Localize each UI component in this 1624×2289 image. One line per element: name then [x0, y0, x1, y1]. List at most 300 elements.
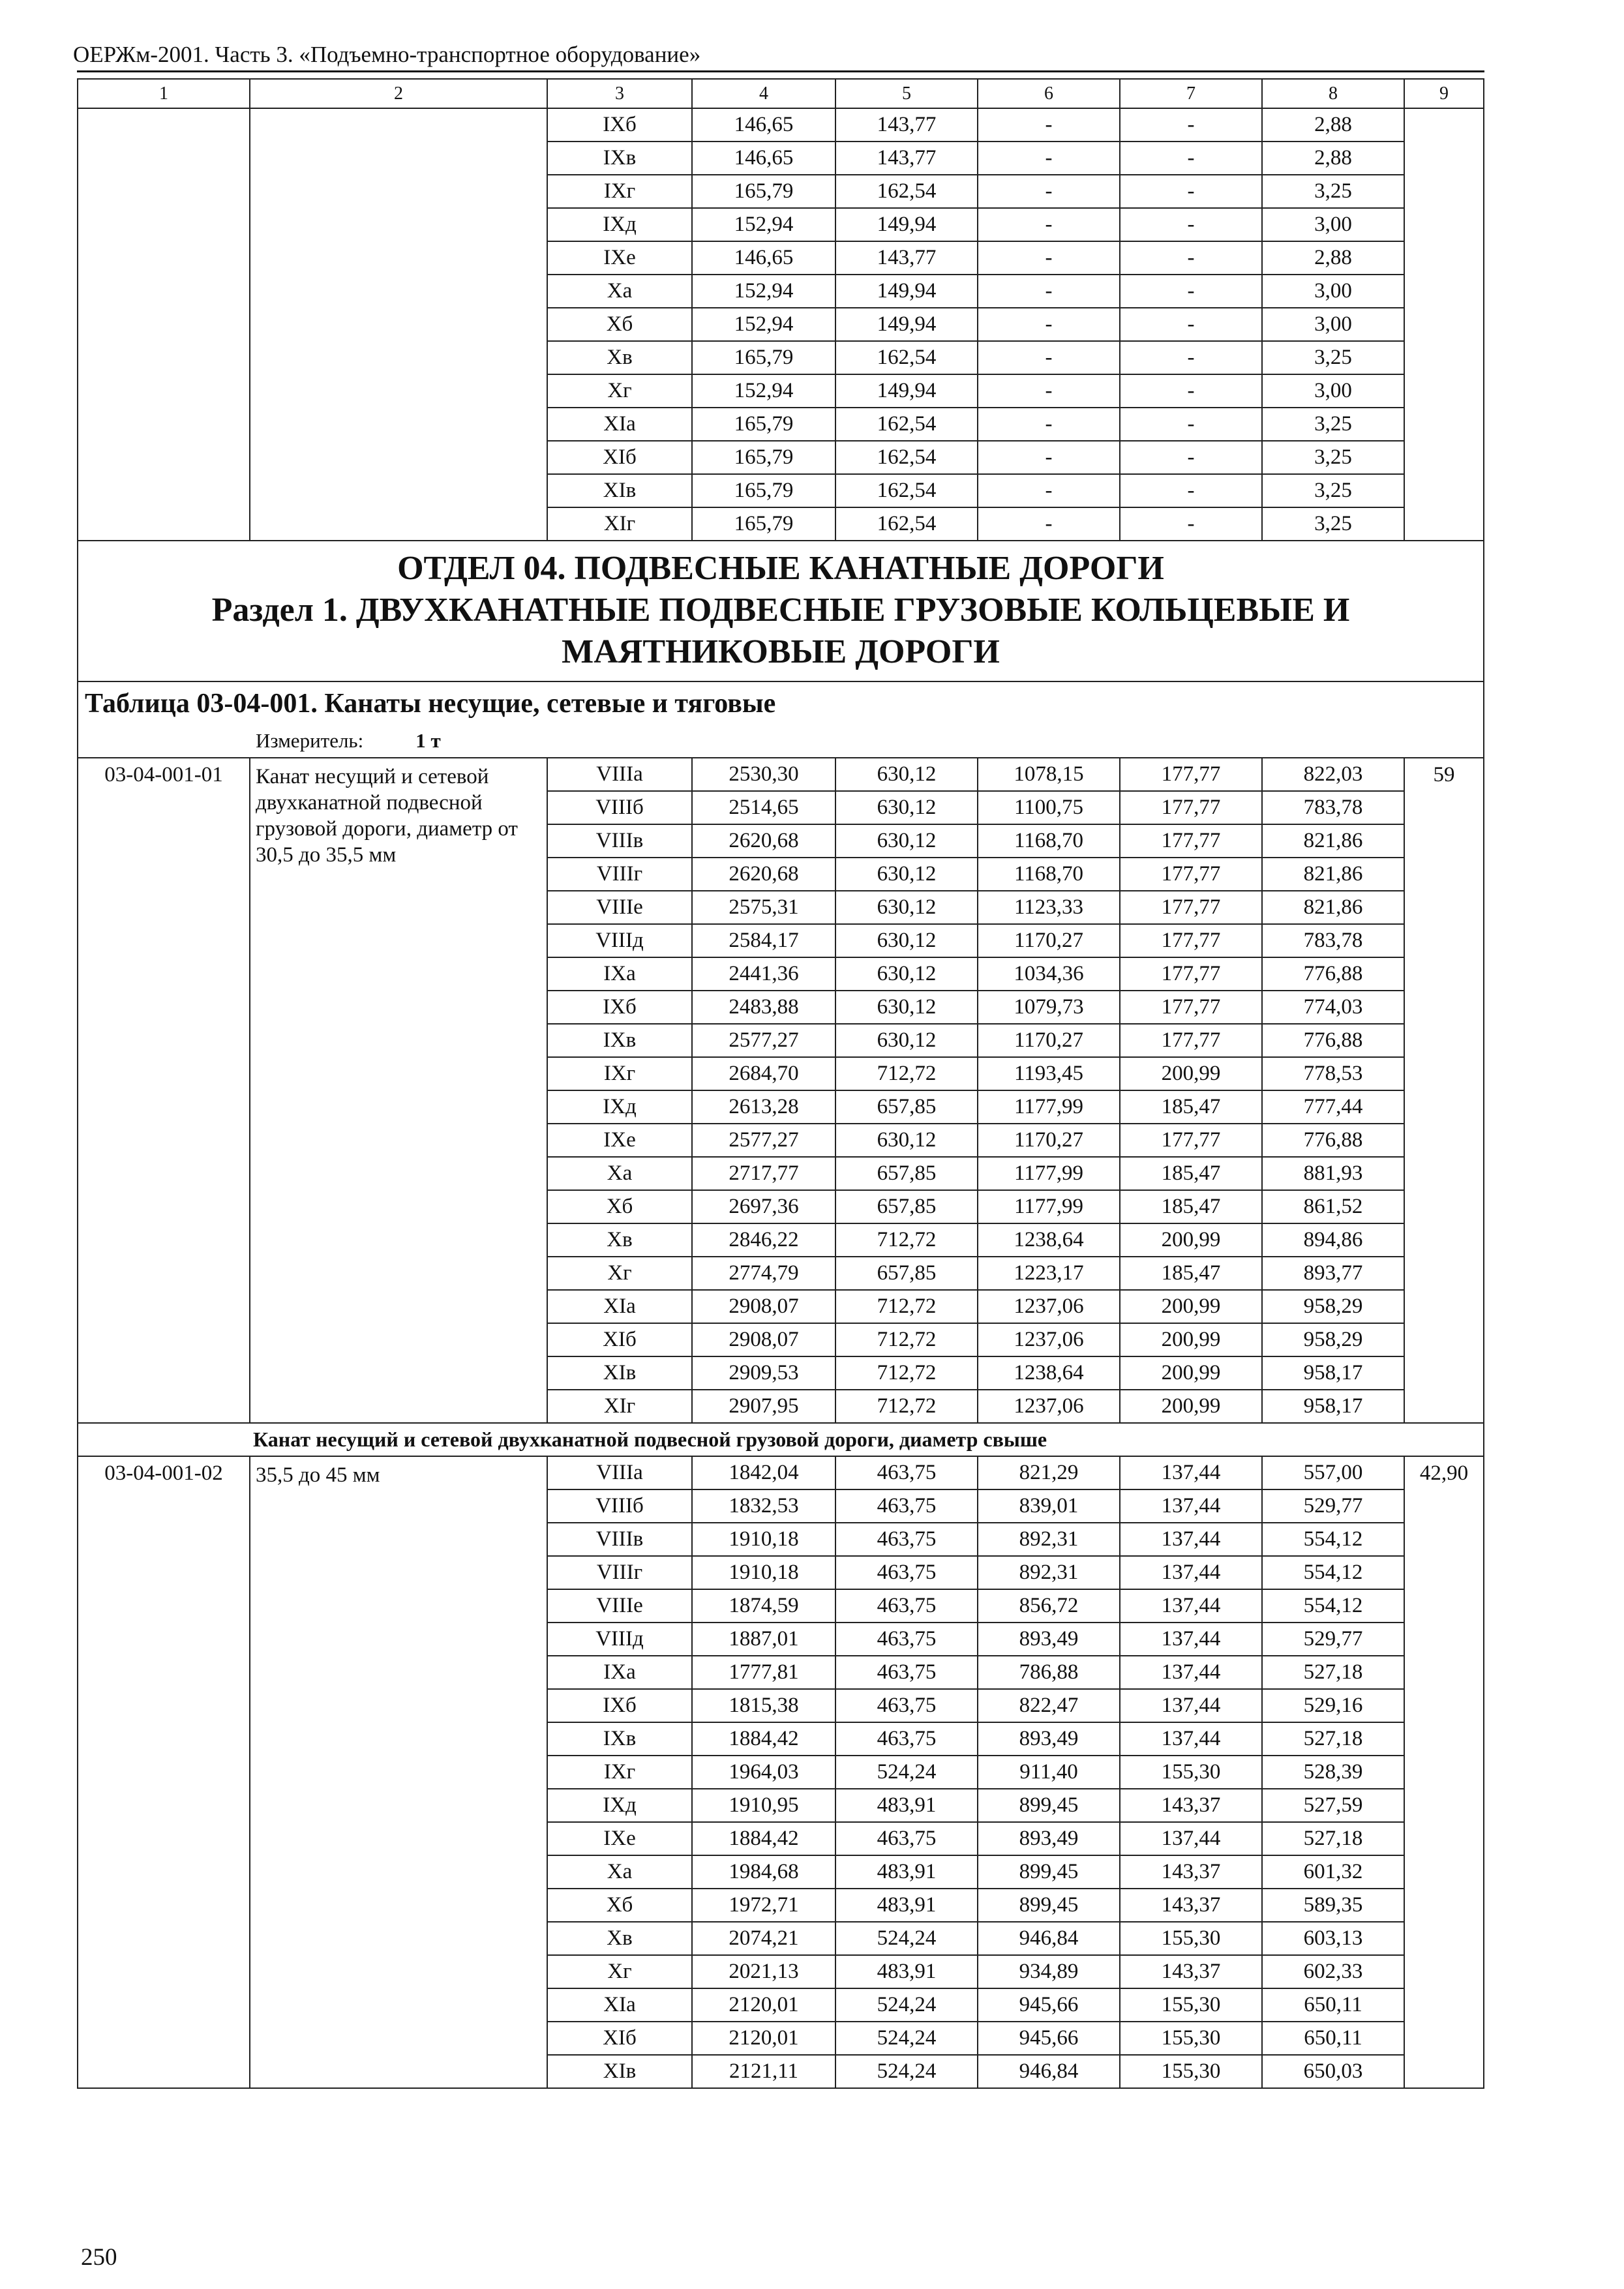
- table-cell: 783,78: [1262, 791, 1404, 824]
- table-cell: 1078,15: [978, 758, 1120, 791]
- table-cell: 783,78: [1262, 924, 1404, 957]
- code-cell-empty: [78, 108, 250, 541]
- table-cell: 1238,64: [978, 1356, 1120, 1390]
- table-cell: VIIIб: [547, 1489, 692, 1523]
- table-cell: 778,53: [1262, 1057, 1404, 1090]
- table-cell: IXд: [547, 1090, 692, 1124]
- table-cell: 1910,18: [692, 1556, 835, 1589]
- table-cell: 185,47: [1120, 1257, 1262, 1290]
- table-cell: -: [978, 341, 1120, 374]
- subheading-row: [78, 1423, 1484, 1456]
- table-cell: 1223,17: [978, 1257, 1120, 1290]
- table-cell: Xв: [547, 341, 692, 374]
- table-cell: 1079,73: [978, 991, 1120, 1024]
- table-cell: 630,12: [835, 1024, 978, 1057]
- table-cell: 137,44: [1120, 1722, 1262, 1756]
- table-cell: 1177,99: [978, 1157, 1120, 1190]
- column-number: 4: [692, 79, 835, 108]
- table-cell: 529,77: [1262, 1489, 1404, 1523]
- table-cell: -: [1120, 142, 1262, 175]
- table-cell: 945,66: [978, 1988, 1120, 2022]
- table-cell: -: [1120, 474, 1262, 507]
- section-heading-row: [78, 541, 1484, 681]
- table-title: Таблица 03-04-001. Канаты несущие, сетевые и тяговые: [85, 688, 776, 719]
- table-cell: 2074,21: [692, 1922, 835, 1955]
- table-cell: 149,94: [835, 275, 978, 308]
- table-cell: IXе: [547, 241, 692, 275]
- table-cell: VIIIг: [547, 858, 692, 891]
- table-cell: 774,03: [1262, 991, 1404, 1024]
- table-cell: 2,88: [1262, 142, 1404, 175]
- table-cell: XIб: [547, 441, 692, 474]
- table-cell: 1168,70: [978, 858, 1120, 891]
- table-cell: -: [1120, 275, 1262, 308]
- table-cell: 899,45: [978, 1855, 1120, 1889]
- table-cell: 650,03: [1262, 2055, 1404, 2088]
- measure-value: 1 т: [415, 728, 441, 752]
- table-cell: -: [978, 275, 1120, 308]
- table-cell: 483,91: [835, 1855, 978, 1889]
- table-cell: 155,30: [1120, 1756, 1262, 1789]
- table-cell: 143,77: [835, 108, 978, 142]
- page-number: 250: [81, 2244, 117, 2271]
- table-cell: 2577,27: [692, 1024, 835, 1057]
- table-cell: 527,59: [1262, 1789, 1404, 1822]
- table-cell: 137,44: [1120, 1623, 1262, 1656]
- table-cell: 554,12: [1262, 1523, 1404, 1556]
- table-cell: 185,47: [1120, 1157, 1262, 1190]
- table-row: [78, 108, 1484, 142]
- table-cell: 524,24: [835, 1988, 978, 2022]
- item-col9: 59: [1404, 758, 1484, 1423]
- table-cell: XIб: [547, 2022, 692, 2055]
- table-cell: 463,75: [835, 1589, 978, 1623]
- table-cell: 2909,53: [692, 1356, 835, 1390]
- table-cell: XIв: [547, 474, 692, 507]
- table-cell: 1238,64: [978, 1223, 1120, 1257]
- table-cell: 861,52: [1262, 1190, 1404, 1223]
- table-cell: IXг: [547, 1057, 692, 1090]
- table-cell: 483,91: [835, 1789, 978, 1822]
- column-number: 6: [978, 79, 1120, 108]
- table-cell: 1177,99: [978, 1190, 1120, 1223]
- table-cell: 177,77: [1120, 891, 1262, 924]
- table-cell: IXв: [547, 1024, 692, 1057]
- table-cell: 200,99: [1120, 1223, 1262, 1257]
- table-cell: 2620,68: [692, 858, 835, 891]
- table-cell: 892,31: [978, 1556, 1120, 1589]
- table-cell: 1984,68: [692, 1855, 835, 1889]
- table-cell: -: [1120, 208, 1262, 241]
- table-cell: 463,75: [835, 1623, 978, 1656]
- table-cell: 1874,59: [692, 1589, 835, 1623]
- table-cell: 839,01: [978, 1489, 1120, 1523]
- table-cell: 2575,31: [692, 891, 835, 924]
- table-cell: 143,37: [1120, 1789, 1262, 1822]
- table-cell: 630,12: [835, 957, 978, 991]
- table-cell: 527,18: [1262, 1722, 1404, 1756]
- table-cell: 165,79: [692, 408, 835, 441]
- table-cell: 155,30: [1120, 2055, 1262, 2088]
- table-cell: -: [1120, 308, 1262, 341]
- table-cell: -: [978, 308, 1120, 341]
- table-cell: 177,77: [1120, 791, 1262, 824]
- table-cell: IXв: [547, 142, 692, 175]
- table-cell: 2483,88: [692, 991, 835, 1024]
- table-cell: 602,33: [1262, 1955, 1404, 1988]
- table-cell: 1170,27: [978, 1024, 1120, 1057]
- table-cell: 776,88: [1262, 1024, 1404, 1057]
- table-cell: 899,45: [978, 1889, 1120, 1922]
- table-cell: 1884,42: [692, 1822, 835, 1855]
- table-cell: IXе: [547, 1124, 692, 1157]
- table-cell: 149,94: [835, 208, 978, 241]
- table-cell: 149,94: [835, 308, 978, 341]
- table-cell: 3,25: [1262, 441, 1404, 474]
- table-cell: IXб: [547, 1689, 692, 1722]
- table-cell: 185,47: [1120, 1190, 1262, 1223]
- table-cell: 630,12: [835, 758, 978, 791]
- table-cell: 137,44: [1120, 1556, 1262, 1589]
- description-cell-empty: [250, 108, 547, 541]
- col9-cell-empty: [1404, 108, 1484, 541]
- table-cell: -: [1120, 341, 1262, 374]
- item-code: 03-04-001-01: [78, 758, 250, 1423]
- table-cell: 894,86: [1262, 1223, 1404, 1257]
- table-cell: 657,85: [835, 1090, 978, 1124]
- table-cell: 483,91: [835, 1955, 978, 1988]
- item-code: 03-04-001-02: [78, 1456, 250, 2088]
- table-cell: XIа: [547, 1290, 692, 1323]
- table-cell: 177,77: [1120, 824, 1262, 858]
- table-cell: -: [1120, 374, 1262, 408]
- table-cell: 177,77: [1120, 1024, 1262, 1057]
- table-cell: 155,30: [1120, 1988, 1262, 2022]
- table-cell: 463,75: [835, 1556, 978, 1589]
- table-cell: 3,00: [1262, 374, 1404, 408]
- table-title-cell: [78, 681, 1484, 758]
- table-cell: 146,65: [692, 142, 835, 175]
- table-cell: Xг: [547, 1257, 692, 1290]
- table-cell: 2584,17: [692, 924, 835, 957]
- table-cell: Xб: [547, 1889, 692, 1922]
- table-cell: 856,72: [978, 1589, 1120, 1623]
- table-cell: 1170,27: [978, 1124, 1120, 1157]
- price-table: [77, 78, 1483, 2089]
- table-cell: 821,86: [1262, 891, 1404, 924]
- table-cell: VIIIа: [547, 758, 692, 791]
- table-cell: 601,32: [1262, 1855, 1404, 1889]
- table-cell: 2120,01: [692, 2022, 835, 2055]
- table-cell: -: [1120, 408, 1262, 441]
- table-cell: 1177,99: [978, 1090, 1120, 1124]
- table-cell: Xг: [547, 1955, 692, 1988]
- table-cell: 2717,77: [692, 1157, 835, 1190]
- table-cell: 554,12: [1262, 1589, 1404, 1623]
- table-cell: 630,12: [835, 1124, 978, 1157]
- table-cell: 3,00: [1262, 275, 1404, 308]
- table-cell: -: [1120, 441, 1262, 474]
- table-cell: 1815,38: [692, 1689, 835, 1722]
- table-cell: -: [978, 142, 1120, 175]
- table-cell: 657,85: [835, 1257, 978, 1290]
- table-cell: 143,37: [1120, 1889, 1262, 1922]
- table-cell: 3,25: [1262, 408, 1404, 441]
- column-number-row: [78, 79, 1484, 108]
- table-cell: 786,88: [978, 1656, 1120, 1689]
- column-number: 7: [1120, 79, 1262, 108]
- table-cell: XIа: [547, 408, 692, 441]
- table-cell: 137,44: [1120, 1523, 1262, 1556]
- table-cell: 137,44: [1120, 1589, 1262, 1623]
- table-cell: 137,44: [1120, 1489, 1262, 1523]
- table-cell: 2121,11: [692, 2055, 835, 2088]
- table-cell: 527,18: [1262, 1822, 1404, 1855]
- table-cell: IXб: [547, 108, 692, 142]
- table-cell: 1123,33: [978, 891, 1120, 924]
- table-cell: 1884,42: [692, 1722, 835, 1756]
- table-cell: 630,12: [835, 924, 978, 957]
- otdel-title: ОТДЕЛ 04. ПОДВЕСНЫЕ КАНАТНЫЕ ДОРОГИ: [397, 550, 1164, 587]
- table-cell: 177,77: [1120, 957, 1262, 991]
- table-cell: 650,11: [1262, 1988, 1404, 2022]
- table-cell: 137,44: [1120, 1689, 1262, 1722]
- table-cell: 557,00: [1262, 1456, 1404, 1489]
- table-cell: 1842,04: [692, 1456, 835, 1489]
- table-cell: -: [1120, 108, 1262, 142]
- table-cell: 1832,53: [692, 1489, 835, 1523]
- table-cell: 529,16: [1262, 1689, 1404, 1722]
- table-cell: 143,77: [835, 241, 978, 275]
- table-title-row: [78, 681, 1484, 758]
- section-heading: [78, 541, 1484, 681]
- table-cell: 958,17: [1262, 1356, 1404, 1390]
- table-cell: XIг: [547, 507, 692, 541]
- table-cell: Xа: [547, 275, 692, 308]
- item-description: 35,5 до 45 мм: [250, 1456, 547, 2088]
- table-cell: 821,86: [1262, 858, 1404, 891]
- table-cell: 630,12: [835, 891, 978, 924]
- table-cell: IXа: [547, 957, 692, 991]
- table-cell: 2021,13: [692, 1955, 835, 1988]
- table-cell: 2,88: [1262, 241, 1404, 275]
- table-cell: XIа: [547, 1988, 692, 2022]
- table-cell: 165,79: [692, 175, 835, 208]
- table-cell: 712,72: [835, 1057, 978, 1090]
- item-col9: 42,90: [1404, 1456, 1484, 2088]
- table-cell: 463,75: [835, 1489, 978, 1523]
- table-cell: -: [978, 507, 1120, 541]
- table-cell: 137,44: [1120, 1822, 1262, 1855]
- table-cell: 630,12: [835, 791, 978, 824]
- table-cell: 143,37: [1120, 1955, 1262, 1988]
- table-cell: 712,72: [835, 1323, 978, 1356]
- table-cell: 945,66: [978, 2022, 1120, 2055]
- table-cell: 1910,18: [692, 1523, 835, 1556]
- table-cell: 892,31: [978, 1523, 1120, 1556]
- table-cell: 177,77: [1120, 1124, 1262, 1157]
- table-cell: 177,77: [1120, 991, 1262, 1024]
- table-cell: 1100,75: [978, 791, 1120, 824]
- table-cell: 524,24: [835, 2055, 978, 2088]
- table-cell: 152,94: [692, 208, 835, 241]
- table-cell: 1168,70: [978, 824, 1120, 858]
- header-divider: [77, 70, 1484, 72]
- table-cell: 822,47: [978, 1689, 1120, 1722]
- column-number: 9: [1404, 79, 1484, 108]
- table-cell: 2120,01: [692, 1988, 835, 2022]
- table-cell: VIIIе: [547, 891, 692, 924]
- table-cell: 162,54: [835, 441, 978, 474]
- measure-line: [85, 730, 1483, 751]
- table-cell: 463,75: [835, 1456, 978, 1489]
- item-description: Канат несущий и сетевой двухканатной подвесной грузовой дороги, диаметр от 30,5 до 35,5 мм: [250, 758, 547, 1423]
- table-cell: 1237,06: [978, 1290, 1120, 1323]
- table-cell: 958,29: [1262, 1290, 1404, 1323]
- table-cell: VIIIв: [547, 1523, 692, 1556]
- table-cell: 3,25: [1262, 175, 1404, 208]
- table-cell: 1193,45: [978, 1057, 1120, 1090]
- table-cell: 881,93: [1262, 1157, 1404, 1190]
- table-cell: 822,03: [1262, 758, 1404, 791]
- table-cell: 2441,36: [692, 957, 835, 991]
- table-cell: IXб: [547, 991, 692, 1024]
- table-cell: 2697,36: [692, 1190, 835, 1223]
- table-cell: Xб: [547, 308, 692, 341]
- table-cell: 2907,95: [692, 1390, 835, 1423]
- table-cell: 2530,30: [692, 758, 835, 791]
- table-cell: 554,12: [1262, 1556, 1404, 1589]
- table-cell: VIIIд: [547, 1623, 692, 1656]
- table-cell: 911,40: [978, 1756, 1120, 1789]
- table-cell: VIIIв: [547, 824, 692, 858]
- table-cell: 152,94: [692, 308, 835, 341]
- table-cell: 2908,07: [692, 1323, 835, 1356]
- table-cell: -: [1120, 175, 1262, 208]
- table-cell: 152,94: [692, 374, 835, 408]
- table-cell: XIв: [547, 2055, 692, 2088]
- table-cell: 2613,28: [692, 1090, 835, 1124]
- table-cell: 155,30: [1120, 1922, 1262, 1955]
- table-cell: 821,86: [1262, 824, 1404, 858]
- table-cell: Xб: [547, 1190, 692, 1223]
- table-cell: -: [978, 108, 1120, 142]
- table-cell: -: [978, 441, 1120, 474]
- table-cell: XIв: [547, 1356, 692, 1390]
- table-cell: IXг: [547, 1756, 692, 1789]
- table-cell: 893,49: [978, 1623, 1120, 1656]
- table-cell: 946,84: [978, 1922, 1120, 1955]
- table-cell: 463,75: [835, 1722, 978, 1756]
- table-cell: 177,77: [1120, 924, 1262, 957]
- table-cell: IXд: [547, 208, 692, 241]
- table-cell: 529,77: [1262, 1623, 1404, 1656]
- table-cell: 146,65: [692, 241, 835, 275]
- column-number: 3: [547, 79, 692, 108]
- table-cell: 463,75: [835, 1523, 978, 1556]
- table-cell: 143,77: [835, 142, 978, 175]
- table-cell: 2514,65: [692, 791, 835, 824]
- table-cell: 2684,70: [692, 1057, 835, 1090]
- table-cell: 149,94: [835, 374, 978, 408]
- razdel-title: Раздел 1. ДВУХКАНАТНЫЕ ПОДВЕСНЫЕ ГРУЗОВЫЕ КОЛЬЦЕВЫЕ И МАЯТНИКОВЫЕ ДОРОГИ: [211, 591, 1350, 670]
- table-row: [78, 758, 1484, 791]
- table-cell: 650,11: [1262, 2022, 1404, 2055]
- table-cell: 177,77: [1120, 758, 1262, 791]
- table-cell: 657,85: [835, 1157, 978, 1190]
- table-cell: 524,24: [835, 1756, 978, 1789]
- table-cell: 3,25: [1262, 474, 1404, 507]
- table-cell: 2577,27: [692, 1124, 835, 1157]
- table-cell: 165,79: [692, 441, 835, 474]
- table-cell: 657,85: [835, 1190, 978, 1223]
- column-number: 2: [250, 79, 547, 108]
- table-cell: 200,99: [1120, 1356, 1262, 1390]
- table-cell: IXе: [547, 1822, 692, 1855]
- table-cell: 630,12: [835, 858, 978, 891]
- table-cell: 146,65: [692, 108, 835, 142]
- table-cell: 893,49: [978, 1722, 1120, 1756]
- table-cell: 1972,71: [692, 1889, 835, 1922]
- table-cell: 899,45: [978, 1789, 1120, 1822]
- table-cell: 524,24: [835, 2022, 978, 2055]
- table-cell: 712,72: [835, 1356, 978, 1390]
- table-cell: 3,00: [1262, 308, 1404, 341]
- table-cell: 630,12: [835, 824, 978, 858]
- table-cell: 958,17: [1262, 1390, 1404, 1423]
- page-header-title: ОЕРЖм-2001. Часть 3. «Подъемно-транспортное оборудование»: [73, 42, 701, 67]
- table-cell: 483,91: [835, 1889, 978, 1922]
- column-number: 1: [78, 79, 250, 108]
- table-cell: 2774,79: [692, 1257, 835, 1290]
- table-cell: 893,49: [978, 1822, 1120, 1855]
- table-row: [78, 1456, 1484, 1489]
- table-cell: 528,39: [1262, 1756, 1404, 1789]
- table-cell: 2620,68: [692, 824, 835, 858]
- table-cell: 200,99: [1120, 1390, 1262, 1423]
- table-cell: 527,18: [1262, 1656, 1404, 1689]
- table-cell: IXд: [547, 1789, 692, 1822]
- table-cell: XIг: [547, 1390, 692, 1423]
- table-cell: 603,13: [1262, 1922, 1404, 1955]
- table-cell: 958,29: [1262, 1323, 1404, 1356]
- subheading: Канат несущий и сетевой двухканатной подвесной грузовой дороги, диаметр свыше: [78, 1423, 1484, 1456]
- table-cell: 2,88: [1262, 108, 1404, 142]
- table-cell: 165,79: [692, 341, 835, 374]
- table-cell: 185,47: [1120, 1090, 1262, 1124]
- table-cell: 1237,06: [978, 1390, 1120, 1423]
- table-cell: VIIIг: [547, 1556, 692, 1589]
- table-cell: 589,35: [1262, 1889, 1404, 1922]
- table-cell: 712,72: [835, 1390, 978, 1423]
- table-cell: 524,24: [835, 1922, 978, 1955]
- table-cell: 200,99: [1120, 1290, 1262, 1323]
- table-cell: -: [978, 474, 1120, 507]
- table-cell: 893,77: [1262, 1257, 1404, 1290]
- table-cell: 3,00: [1262, 208, 1404, 241]
- table-cell: 821,29: [978, 1456, 1120, 1489]
- table-cell: 1237,06: [978, 1323, 1120, 1356]
- table-cell: IXв: [547, 1722, 692, 1756]
- table-cell: XIб: [547, 1323, 692, 1356]
- table-cell: 712,72: [835, 1223, 978, 1257]
- table-cell: 777,44: [1262, 1090, 1404, 1124]
- table-cell: Xа: [547, 1855, 692, 1889]
- table-cell: 162,54: [835, 474, 978, 507]
- table-cell: 3,25: [1262, 341, 1404, 374]
- table-cell: 177,77: [1120, 858, 1262, 891]
- table-cell: 712,72: [835, 1290, 978, 1323]
